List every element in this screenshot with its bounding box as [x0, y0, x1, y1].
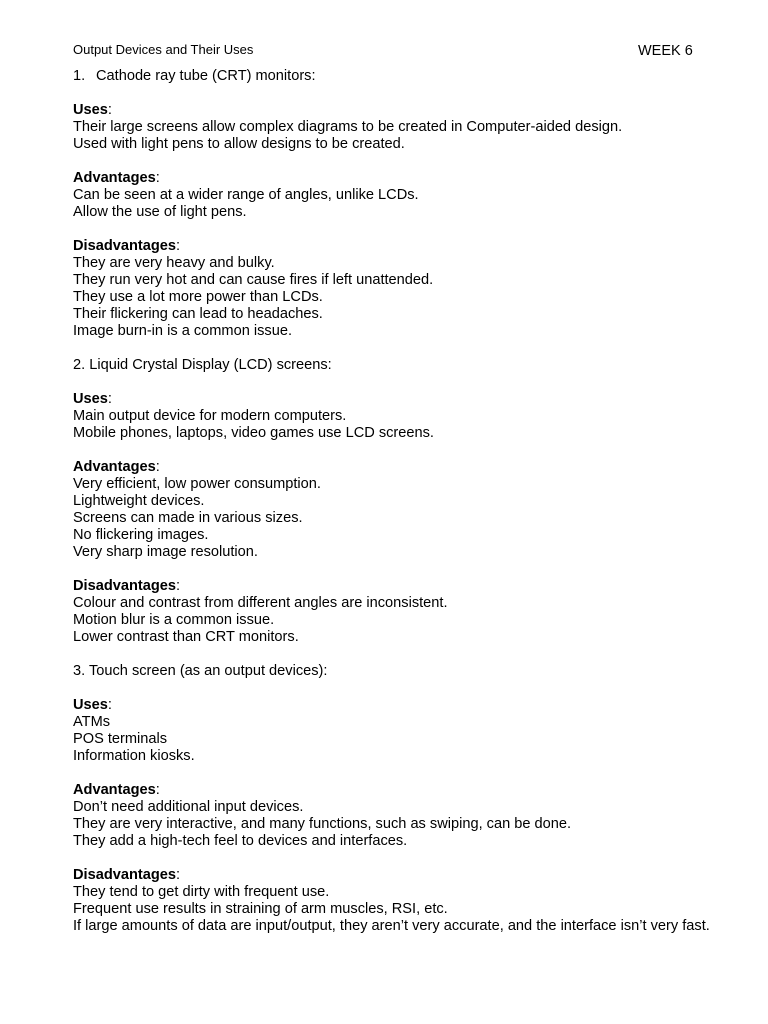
list-item: They tend to get dirty with frequent use. — [73, 884, 330, 900]
list-item: Their flickering can lead to headaches. — [73, 306, 323, 322]
disadvantages-label: Disadvantages — [73, 238, 177, 254]
uses-heading: Uses: — [73, 697, 112, 713]
list-item: ATMs — [73, 714, 111, 730]
list-item: Colour and contrast from different angles are inconsistent. — [73, 595, 448, 611]
list-item: Lower contrast than CRT monitors. — [73, 629, 299, 645]
section-crt — [73, 68, 713, 357]
disadvantages-label: Disadvantages — [73, 578, 177, 594]
section-heading-text: Cathode ray tube (CRT) monitors: — [96, 68, 316, 84]
list-item: Allow the use of light pens. — [73, 204, 247, 220]
disadvantages-heading: Disadvantages: — [73, 578, 181, 594]
uses-heading: Uses: — [73, 102, 112, 118]
section-number: 1. — [73, 68, 86, 84]
advantages-heading: Advantages: — [73, 459, 160, 475]
list-item: Very sharp image resolution. — [73, 544, 258, 560]
list-item: Their large screens allow complex diagrams to be created in Computer-aided design. — [73, 119, 623, 135]
list-item: Can be seen at a wider range of angles, unlike LCDs. — [73, 187, 419, 203]
document-body — [73, 68, 713, 935]
uses-heading: Uses: — [73, 391, 112, 407]
list-item: They are very interactive, and many functions, such as swiping, can be done. — [73, 816, 572, 832]
advantages-label: Advantages — [73, 782, 156, 798]
uses-label: Uses — [73, 391, 108, 407]
week-label: WEEK 6 — [638, 43, 693, 59]
uses-label: Uses — [73, 102, 108, 118]
disadvantages-heading: Disadvantages: — [73, 867, 181, 883]
list-item: Very efficient, low power consumption. — [73, 476, 321, 492]
list-item: If large amounts of data are input/output, they aren’t very accurate, and the interface isn’t very fast. — [73, 918, 710, 934]
advantages-label: Advantages — [73, 459, 156, 475]
list-item: Used with light pens to allow designs to be created. — [73, 136, 405, 152]
advantages-label: Advantages — [73, 170, 156, 186]
section-heading: 2. Liquid Crystal Display (LCD) screens: — [73, 357, 332, 373]
list-item: They run very hot and can cause fires if left unattended. — [73, 272, 434, 288]
list-item: Screens can made in various sizes. — [73, 510, 303, 526]
advantages-heading: Advantages: — [73, 782, 160, 798]
list-item: They use a lot more power than LCDs. — [73, 289, 323, 305]
disadvantages-heading: Disadvantages: — [73, 238, 181, 254]
disadvantages-label: Disadvantages — [73, 867, 177, 883]
list-item: Image burn-in is a common issue. — [73, 323, 292, 339]
list-item: Lightweight devices. — [73, 493, 205, 509]
section-lcd — [73, 357, 713, 663]
uses-label: Uses — [73, 697, 108, 713]
list-item: Information kiosks. — [73, 748, 195, 764]
section-heading — [73, 68, 713, 85]
list-item: Motion blur is a common issue. — [73, 612, 275, 628]
list-item: No flickering images. — [73, 527, 209, 543]
list-item: Frequent use results in straining of arm muscles, RSI, etc. — [73, 901, 448, 917]
section-touch-screen — [73, 663, 713, 935]
section-heading: 3. Touch screen (as an output devices): — [73, 663, 328, 679]
list-item: They add a high-tech feel to devices and interfaces. — [73, 833, 408, 849]
document-title: Output Devices and Their Uses — [73, 42, 254, 57]
list-item: Don’t need additional input devices. — [73, 799, 304, 815]
list-item: Main output device for modern computers. — [73, 408, 347, 424]
list-item: POS terminals — [73, 731, 168, 747]
list-item: Mobile phones, laptops, video games use LCD screens. — [73, 425, 434, 441]
list-item: They are very heavy and bulky. — [73, 255, 275, 271]
advantages-heading: Advantages: — [73, 170, 160, 186]
